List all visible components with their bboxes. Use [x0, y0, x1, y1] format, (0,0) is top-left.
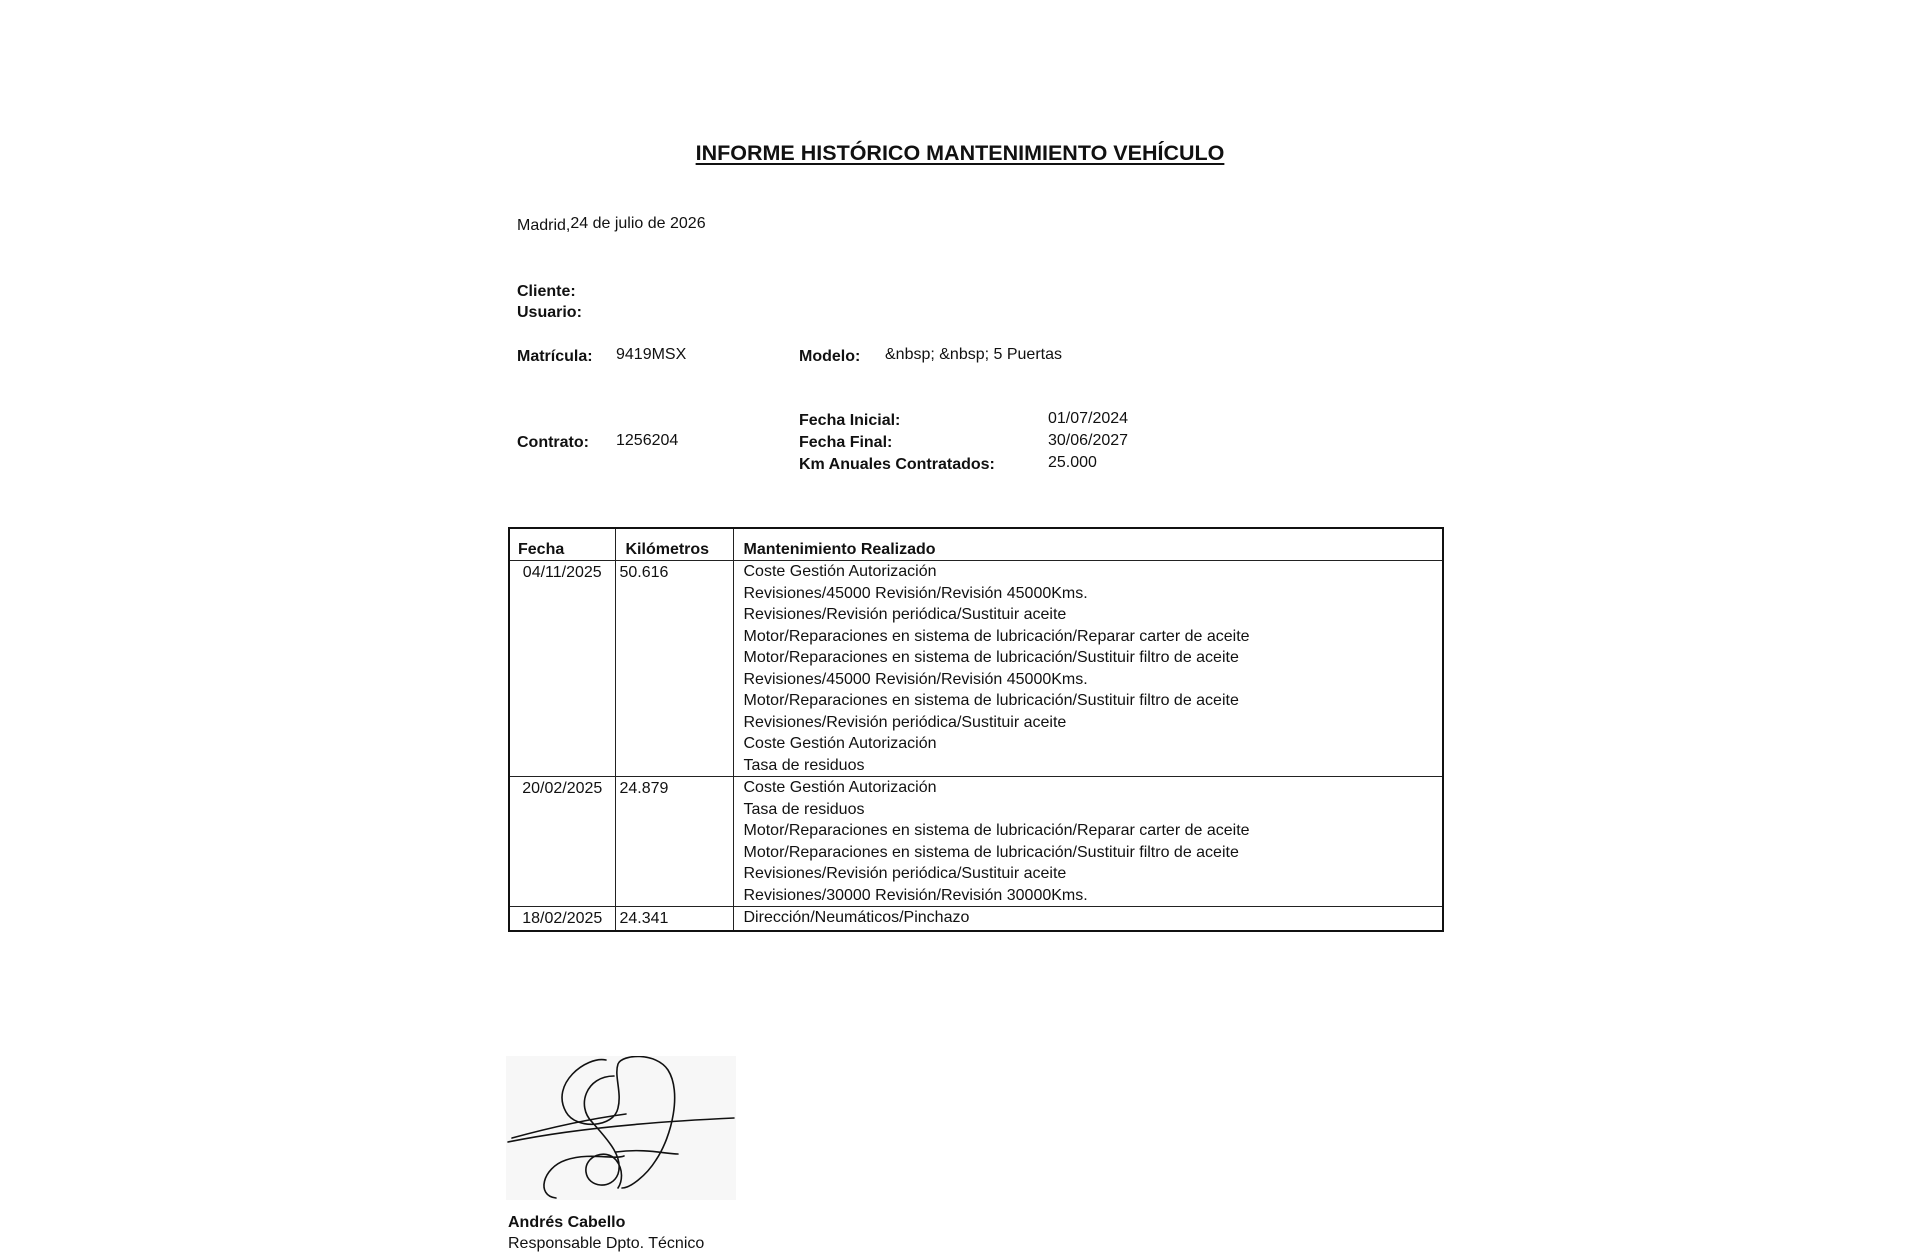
cliente-label: Cliente:	[517, 283, 576, 300]
maintenance-item: Motor/Reparaciones en sistema de lubricación/Reparar carter de aceite	[743, 627, 1250, 645]
maintenance-item: Motor/Reparaciones en sistema de lubricación/Reparar carter de aceite	[743, 822, 1250, 839]
header-mantenimiento: Mantenimiento Realizado	[733, 528, 1443, 561]
maintenance-item: Dirección/Neumáticos/Pinchazo	[743, 909, 970, 926]
cell-fecha: 20/02/2025	[509, 777, 615, 907]
maintenance-item: Coste Gestión Autorización	[743, 735, 937, 752]
cell-kilometros: 24.879	[615, 777, 733, 907]
report-date-line	[517, 217, 706, 235]
header-kilometros: Kilómetros	[615, 528, 733, 561]
usuario-label: Usuario:	[517, 304, 582, 321]
maintenance-item: Revisiones/45000 Revisión/Revisión 45000Kms.	[743, 670, 1088, 688]
report-place: Madrid,	[517, 217, 571, 234]
cell-fecha: 18/02/2025	[509, 907, 615, 931]
maintenance-table	[508, 527, 1444, 932]
signature-area	[506, 1056, 736, 1200]
matricula-label: Matrícula:	[517, 348, 593, 365]
fecha-final-label: Fecha Final:	[799, 434, 893, 451]
table-row	[509, 561, 1443, 777]
maintenance-item: Revisiones/30000 Revisión/Revisión 30000Kms.	[743, 886, 1088, 904]
header-fecha: Fecha	[509, 528, 615, 561]
signer-name: Andrés Cabello	[508, 1214, 626, 1231]
maintenance-item: Revisiones/Revisión periódica/Sustituir aceite	[743, 713, 1067, 731]
cell-kilometros: 50.616	[615, 561, 733, 777]
cell-kilometros: 24.341	[615, 907, 733, 931]
matricula-value: 9419MSX	[616, 346, 687, 363]
signature-icon	[506, 1056, 736, 1200]
cell-mantenimiento	[733, 561, 1443, 777]
modelo-value: &nbsp; &nbsp; 5 Puertas	[885, 346, 1062, 363]
fecha-inicial-value: 01/07/2024	[1048, 410, 1129, 427]
report-title: INFORME HISTÓRICO MANTENIMIENTO VEHÍCULO	[695, 141, 1225, 165]
cell-mantenimiento	[733, 777, 1443, 907]
maintenance-item: Revisiones/45000 Revisión/Revisión 45000Kms.	[743, 584, 1088, 602]
km-anuales-label: Km Anuales Contratados:	[799, 456, 995, 473]
table-header-row	[509, 528, 1443, 561]
signer-role: Responsable Dpto. Técnico	[508, 1235, 705, 1252]
contrato-value: 1256204	[616, 432, 679, 449]
maintenance-item: Revisiones/Revisión periódica/Sustituir aceite	[743, 606, 1067, 623]
maintenance-item: Coste Gestión Autorización	[743, 563, 937, 580]
km-anuales-value: 25.000	[1048, 454, 1097, 471]
contrato-label: Contrato:	[517, 434, 589, 451]
fecha-inicial-label: Fecha Inicial:	[799, 412, 901, 429]
maintenance-item: Motor/Reparaciones en sistema de lubricación/Sustituir filtro de aceite	[743, 692, 1239, 709]
table-row	[509, 907, 1443, 931]
modelo-label: Modelo:	[799, 348, 861, 365]
table-row	[509, 777, 1443, 907]
cell-fecha: 04/11/2025	[509, 561, 615, 777]
maintenance-item: Tasa de residuos	[743, 756, 865, 774]
maintenance-item: Coste Gestión Autorización	[743, 779, 937, 796]
report-date: 24 de julio de 2026	[570, 215, 706, 232]
maintenance-item: Revisiones/Revisión periódica/Sustituir aceite	[743, 865, 1067, 882]
cell-mantenimiento	[733, 907, 1443, 931]
fecha-final-value: 30/06/2027	[1048, 432, 1129, 449]
maintenance-item: Motor/Reparaciones en sistema de lubricación/Sustituir filtro de aceite	[743, 649, 1239, 666]
maintenance-item: Tasa de residuos	[743, 800, 865, 818]
maintenance-item: Motor/Reparaciones en sistema de lubricación/Sustituir filtro de aceite	[743, 843, 1239, 861]
table-body	[509, 561, 1443, 931]
